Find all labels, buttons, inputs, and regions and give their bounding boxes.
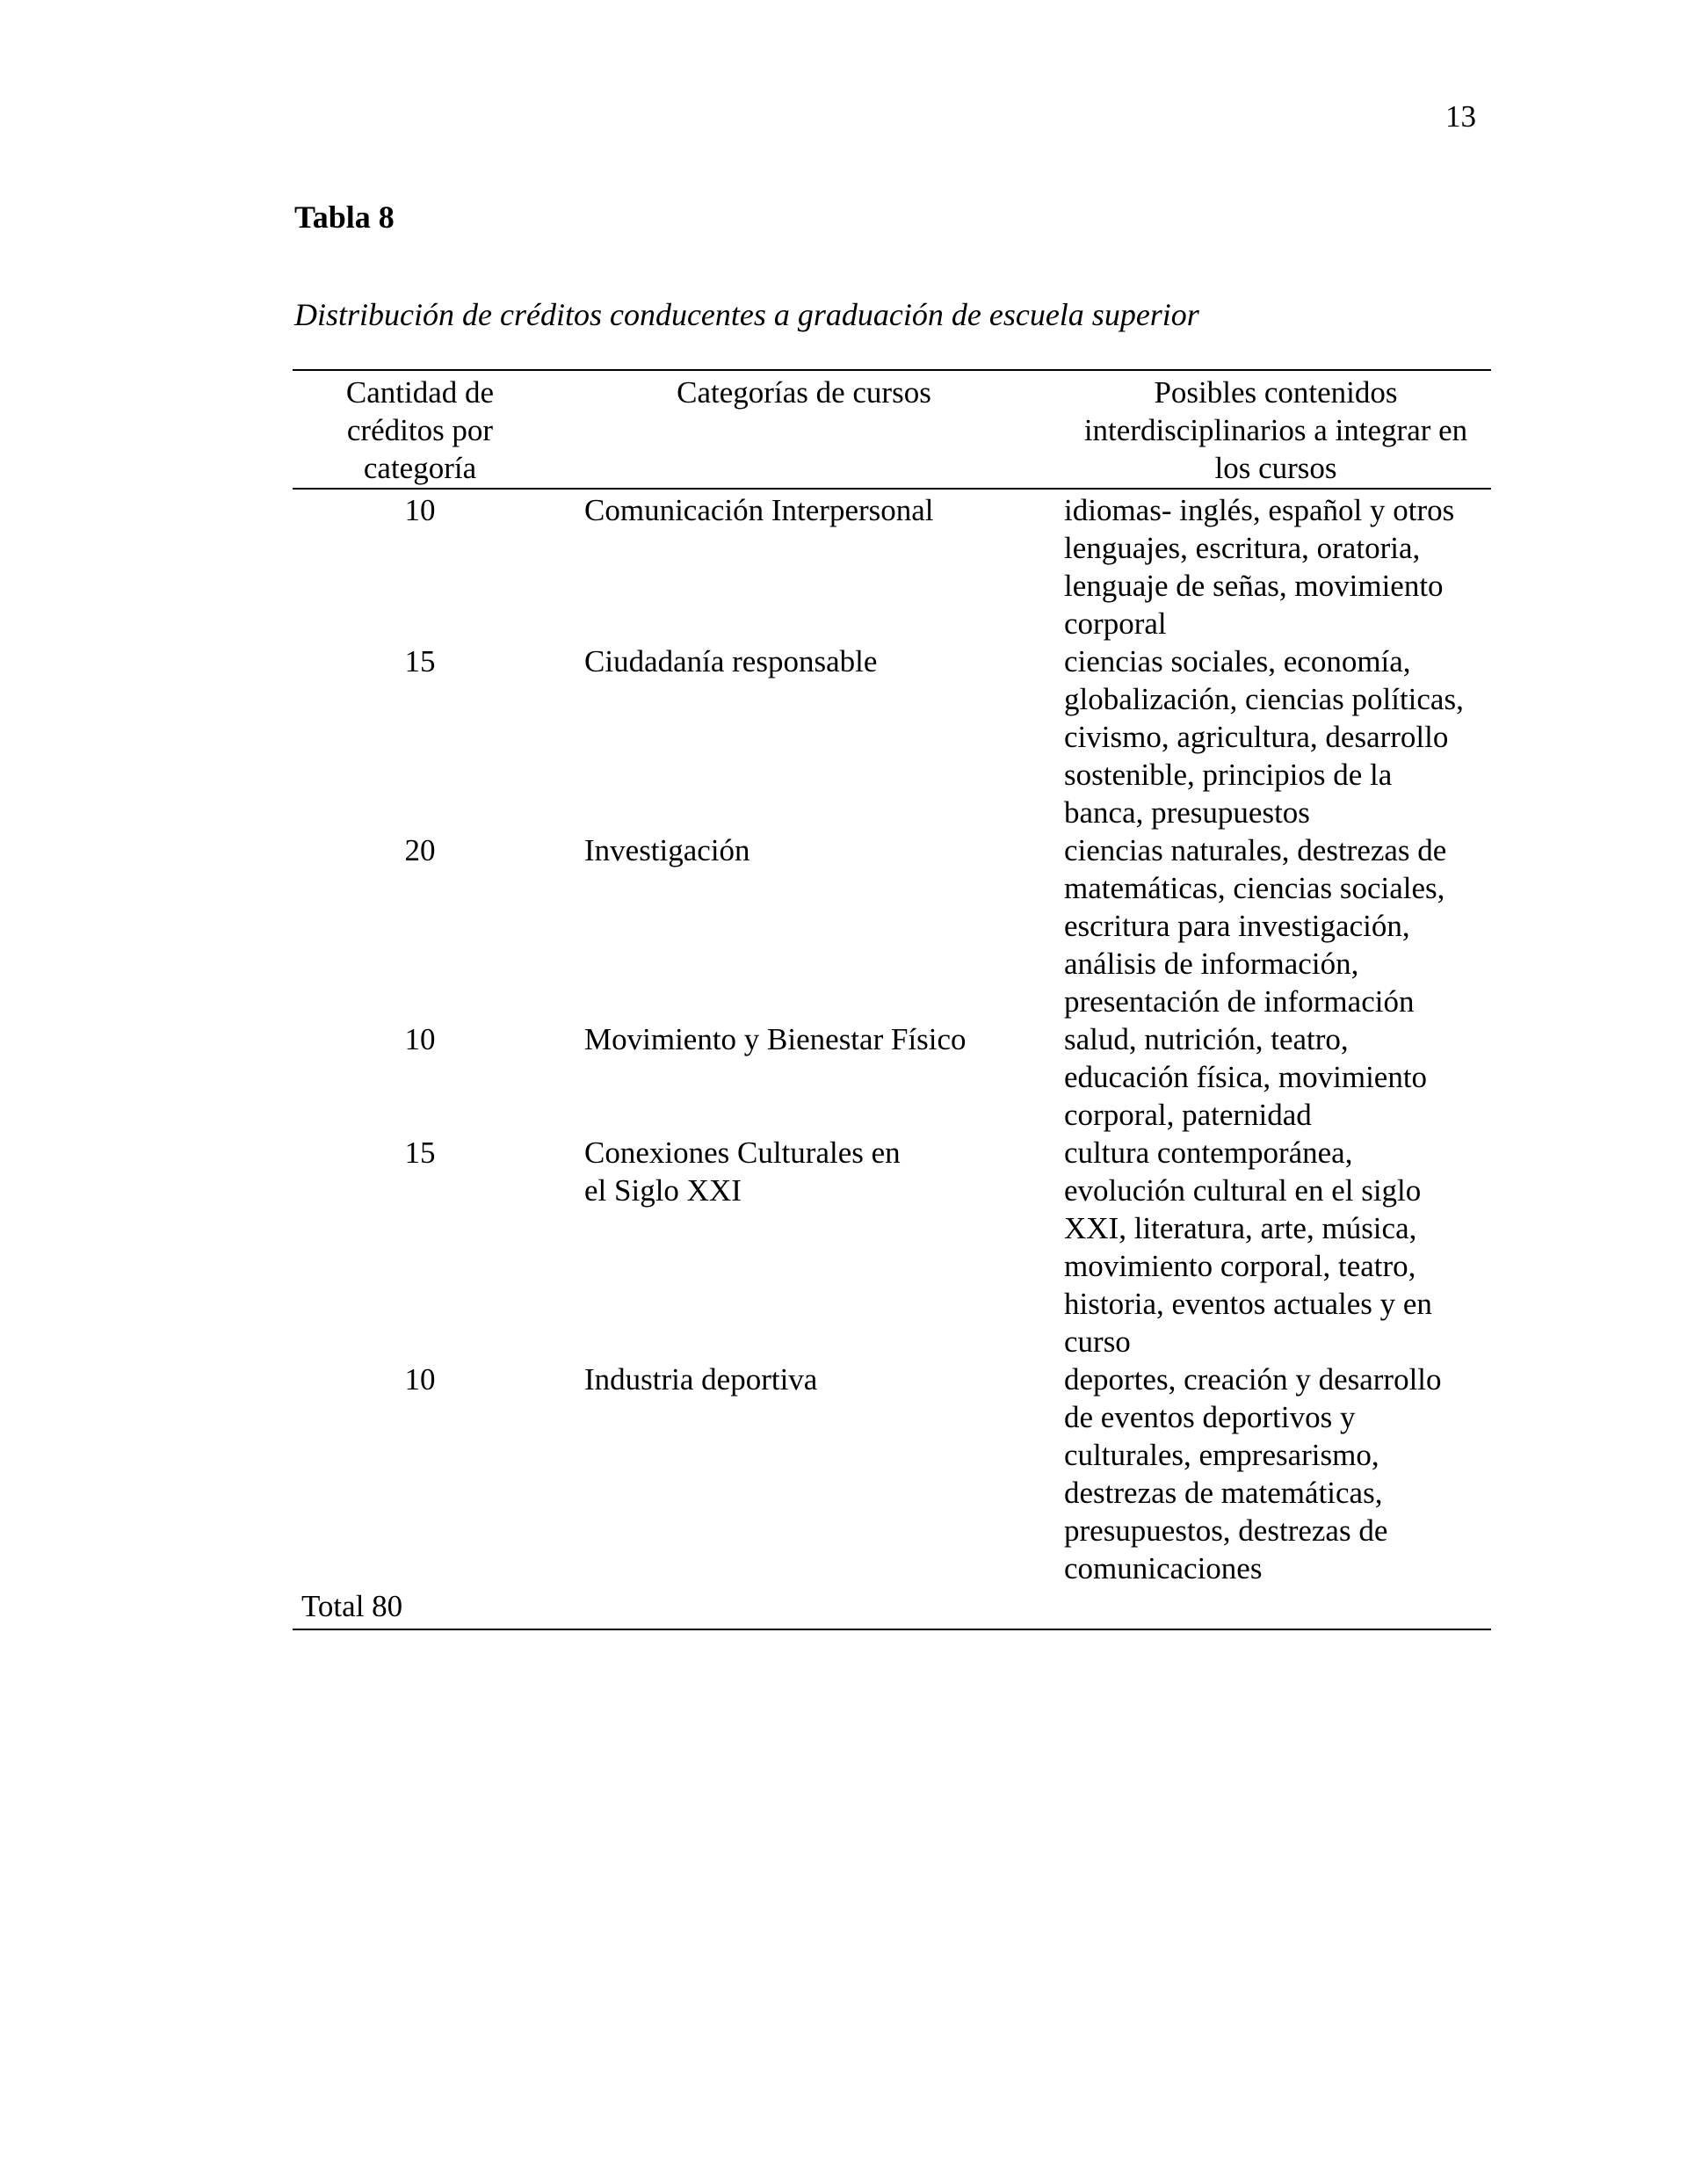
- table-row: [293, 489, 1491, 642]
- table-caption: Distribución de créditos conducentes a graduación de escuela superior: [294, 297, 1199, 332]
- table-row: [293, 1134, 1491, 1360]
- table-row: [293, 1360, 1491, 1587]
- row-credits: 10: [404, 493, 436, 527]
- header-category: Categorías de cursos: [677, 375, 931, 410]
- row-credits: 10: [404, 1362, 436, 1397]
- row-contents: salud, nutrición, teatro, educación física, movimiento corporal, paternidad: [1064, 1022, 1428, 1132]
- total-row: [293, 1587, 1491, 1629]
- header-row: [293, 370, 1491, 489]
- table-row: [293, 1020, 1491, 1134]
- credits-distribution-table: [293, 369, 1491, 1630]
- row-contents: ciencias sociales, economía, globalización, ciencias políticas, civismo, agricultura, desarrollo sostenible, principios de la banca, presupuestos: [1064, 644, 1464, 830]
- row-contents: ciencias naturales, destrezas de matemáticas, ciencias sociales, escritura para investigación, análisis de información, presentación de información: [1064, 833, 1447, 1019]
- table-label: Tabla 8: [294, 200, 395, 235]
- row-contents: deportes, creación y desarrollo de eventos deportivos y culturales, empresarismo, destrezas de matemáticas, presupuestos, destrezas de comunicaciones: [1064, 1362, 1442, 1585]
- row-category: Investigación: [584, 833, 750, 867]
- row-category: Comunicación Interpersonal: [584, 493, 934, 527]
- header-contents: Posibles contenidos interdisciplinarios a integrar en los cursos: [1083, 375, 1468, 485]
- row-contents: cultura contemporánea, evolución cultural en el siglo XXI, literatura, arte, música, movimiento corporal, teatro, historia, eventos actuales y en curso: [1064, 1136, 1432, 1359]
- header-credits: Cantidad de créditos por categoría: [345, 375, 495, 485]
- row-credits: 15: [404, 644, 436, 678]
- table-body: [293, 489, 1491, 1587]
- table-row: [293, 642, 1491, 831]
- row-category: Ciudadanía responsable: [584, 644, 878, 678]
- page-number: 13: [1445, 99, 1476, 134]
- row-credits: 20: [404, 833, 436, 867]
- row-credits: 15: [404, 1136, 436, 1170]
- table-row: [293, 831, 1491, 1020]
- row-category: Conexiones Culturales en el Siglo XXI: [584, 1136, 901, 1208]
- row-credits: 10: [404, 1022, 436, 1056]
- row-contents: idiomas- inglés, español y otros lenguajes, escritura, oratoria, lenguaje de señas, movimiento corporal: [1064, 493, 1455, 641]
- row-category: Industria deportiva: [584, 1362, 818, 1397]
- table-footer: [293, 1587, 1491, 1629]
- total-credits: Total 80: [301, 1589, 403, 1623]
- table-header: [293, 370, 1491, 489]
- row-category: Movimiento y Bienestar Físico: [584, 1022, 967, 1056]
